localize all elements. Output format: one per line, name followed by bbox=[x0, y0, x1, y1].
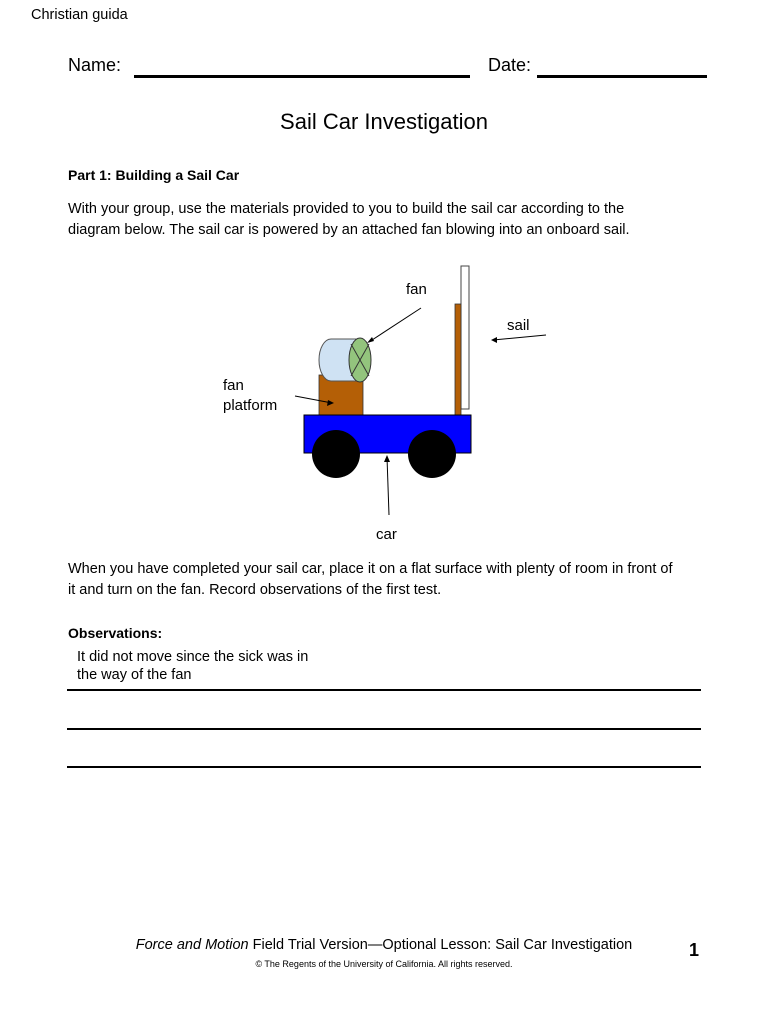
fan-arrowhead bbox=[367, 337, 374, 343]
answer-line-2: the way of the fan bbox=[77, 667, 192, 683]
car-arrowhead bbox=[384, 455, 390, 462]
sail-label: sail bbox=[507, 317, 530, 334]
page-title: Sail Car Investigation bbox=[280, 109, 488, 134]
observations-heading: Observations: bbox=[68, 625, 163, 641]
page-number: 1 bbox=[689, 940, 700, 960]
observation-answer[interactable] bbox=[77, 648, 308, 684]
test-line-1: When you have completed your sail car, place it on a flat surface with plenty of room in front of bbox=[68, 561, 673, 577]
fan-platform-label-2: platform bbox=[223, 397, 278, 414]
instructions-line-1: With your group, use the materials provided to you to build the sail car according to the bbox=[68, 201, 625, 217]
fan-label: fan bbox=[406, 281, 427, 298]
sail-arrowhead bbox=[491, 337, 497, 343]
footer-course-rest: Field Trial Version—Optional Lesson: Sail Car Investigation bbox=[248, 937, 633, 953]
sail-arrow bbox=[493, 335, 546, 340]
date-label: Date: bbox=[488, 55, 532, 75]
answer-line-1: It did not move since the sick was in bbox=[77, 649, 309, 665]
footer-course-line bbox=[0, 937, 768, 953]
answer-rule-3[interactable] bbox=[67, 766, 701, 768]
car-arrow bbox=[387, 457, 389, 515]
sail-panel bbox=[461, 266, 469, 409]
mast bbox=[455, 304, 461, 415]
footer-course-title: Force and Motion bbox=[135, 937, 249, 953]
part1-heading: Part 1: Building a Sail Car bbox=[68, 167, 240, 183]
fan-arrow bbox=[369, 308, 421, 342]
name-label: Name: bbox=[68, 55, 122, 75]
footer-copyright: © The Regents of the University of California. All rights reserved. bbox=[255, 959, 513, 969]
front-wheel bbox=[408, 430, 456, 478]
answer-rule-1 bbox=[67, 689, 701, 691]
student-name-note: Christian guida bbox=[31, 7, 128, 23]
rear-wheel bbox=[312, 430, 360, 478]
car-label: car bbox=[376, 526, 397, 543]
answer-rule-2[interactable] bbox=[67, 728, 701, 730]
test-line-2: it and turn on the fan. Record observations of the first test. bbox=[68, 582, 442, 598]
fan-platform-label-1: fan bbox=[223, 377, 244, 394]
test-instructions bbox=[68, 559, 728, 601]
instructions-line-2: diagram below. The sail car is powered by an attached fan blowing into an onboard sail. bbox=[68, 222, 630, 238]
